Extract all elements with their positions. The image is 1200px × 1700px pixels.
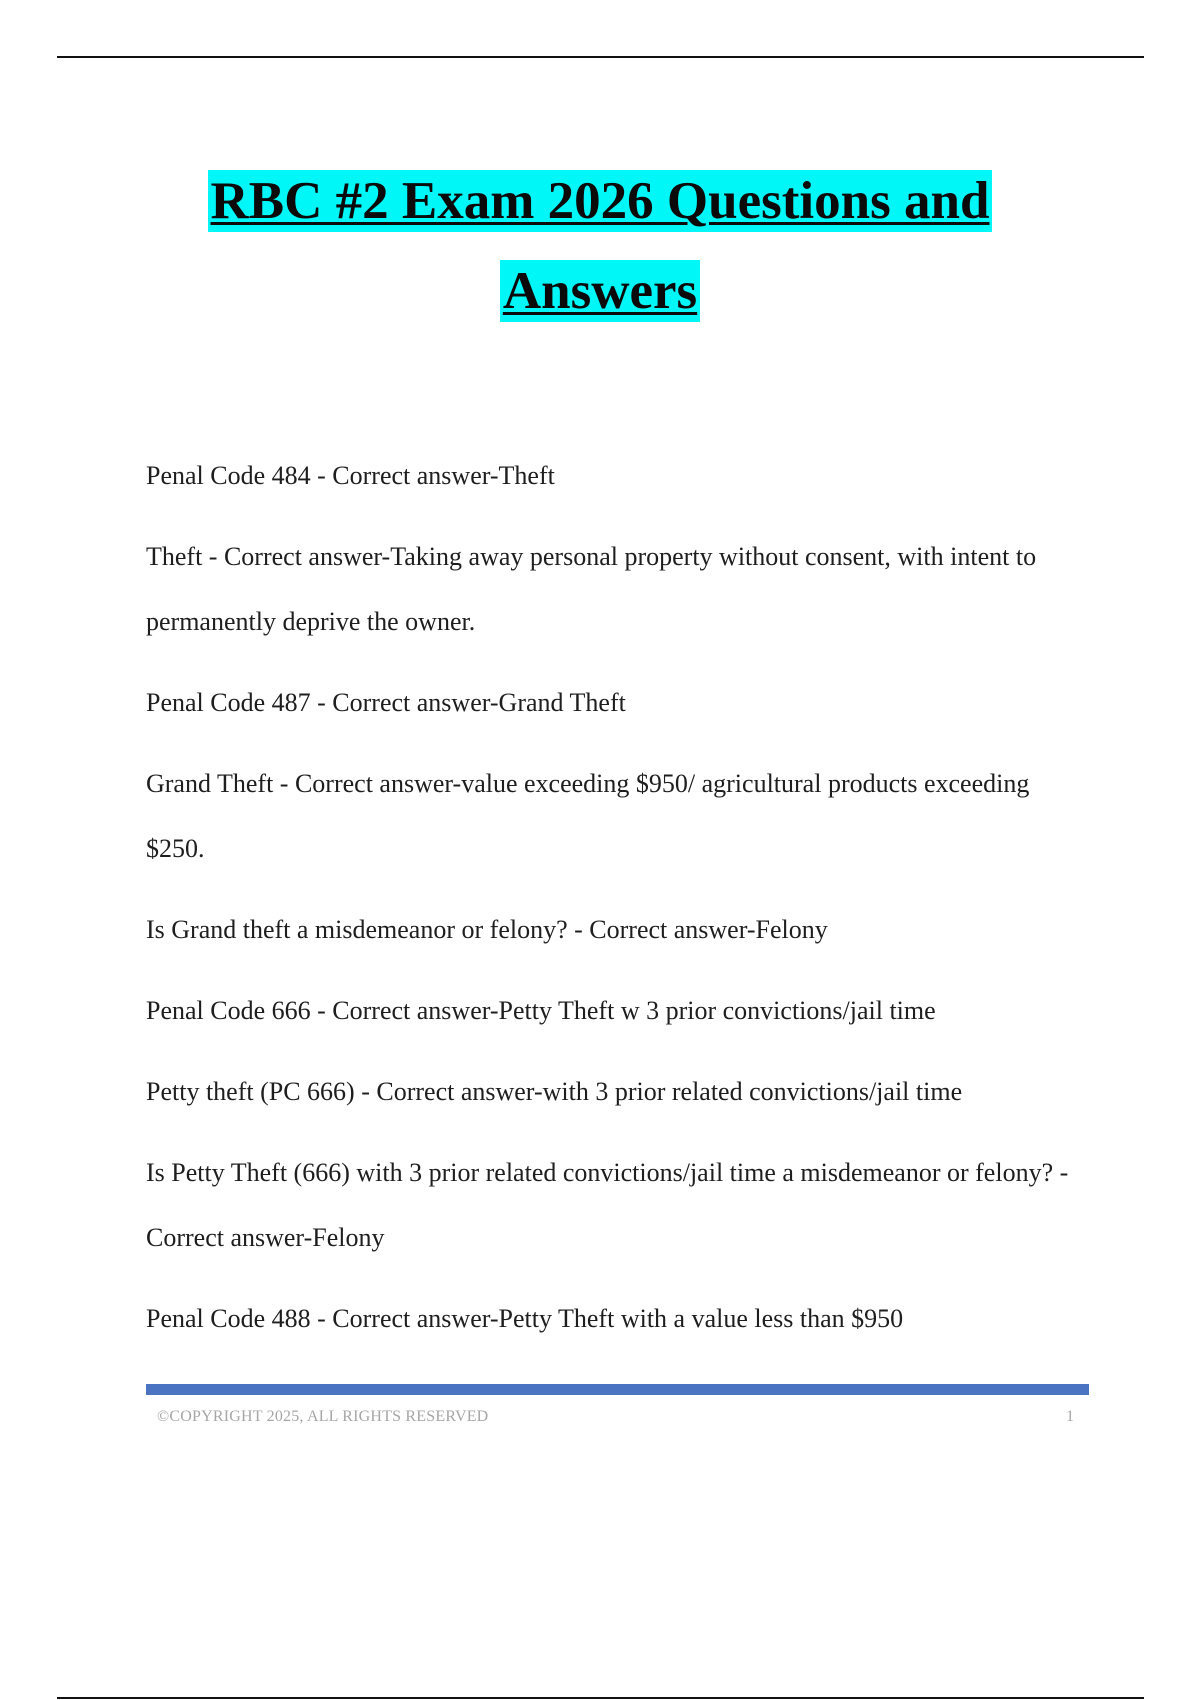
- qa-entry: Penal Code 666 - Correct answer-Petty Theft w 3 prior convictions/jail time: [146, 996, 936, 1025]
- page-number: 1: [1066, 1408, 1074, 1425]
- qa-entry: Penal Code 487 - Correct answer-Grand Theft: [146, 688, 626, 717]
- qa-entry: Is Grand theft a misdemeanor or felony? - Correct answer-Felony: [146, 915, 828, 944]
- top-rule: [57, 56, 1144, 58]
- footer-bar: [146, 1384, 1089, 1395]
- bottom-rule: [57, 1697, 1144, 1699]
- title-line-2: Answers: [500, 260, 700, 322]
- qa-entry: Theft - Correct answer-Taking away personal property without consent, with intent to permanently deprive the owner.: [146, 542, 1037, 636]
- qa-entry: Penal Code 488 - Correct answer-Petty Theft with a value less than $950: [146, 1304, 904, 1333]
- qa-entry: Petty theft (PC 666) - Correct answer-with 3 prior related convictions/jail time: [146, 1077, 963, 1106]
- footer-copyright: ©COPYRIGHT 2025, ALL RIGHTS RESERVED: [157, 1408, 489, 1425]
- qa-entry: Grand Theft - Correct answer-value exceeding $950/ agricultural products exceeding $250.: [146, 769, 1030, 863]
- qa-entry: Is Petty Theft (666) with 3 prior related convictions/jail time a misdemeanor or felony? - Correct answer-Felony: [146, 1158, 1069, 1252]
- qa-list: [146, 443, 1091, 1367]
- title-line-1: RBC #2 Exam 2026 Questions and: [208, 170, 993, 232]
- qa-entry: Penal Code 484 - Correct answer-Theft: [146, 461, 555, 490]
- document-title: [0, 170, 1200, 322]
